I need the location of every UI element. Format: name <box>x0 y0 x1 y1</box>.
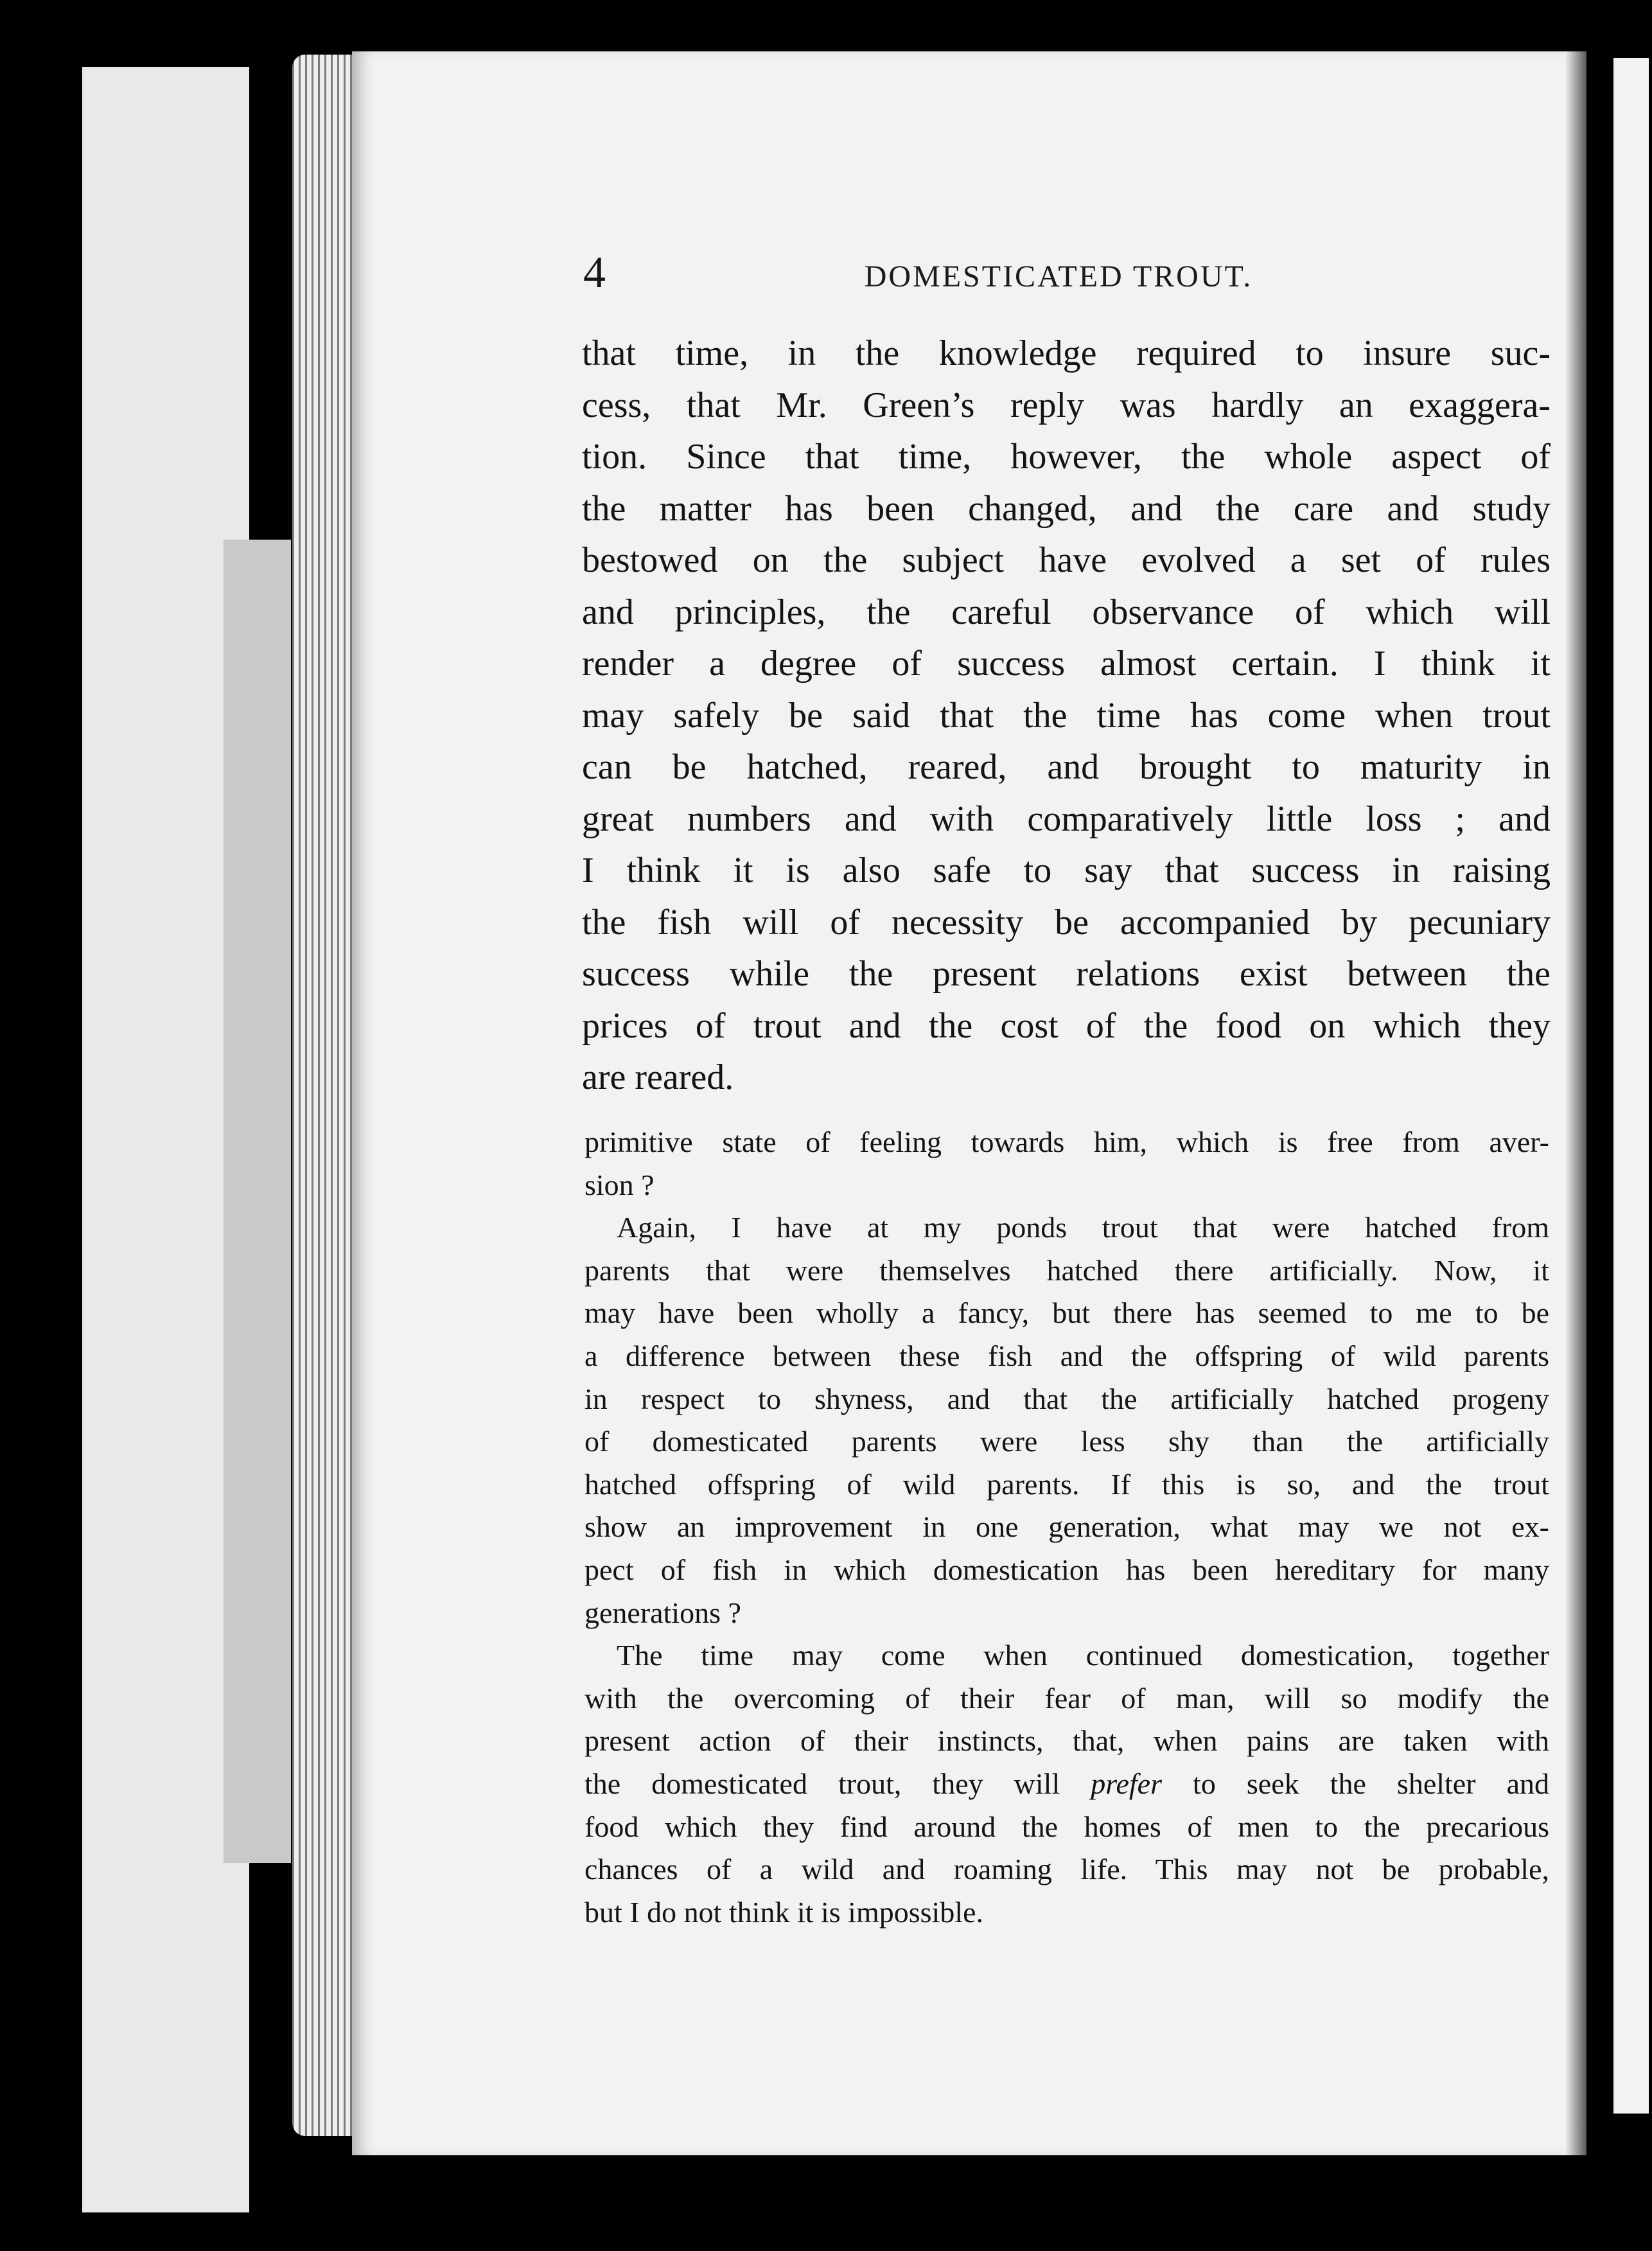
text-line: may have been wholly a fancy, but there has seemed to me to be <box>584 1296 1549 1330</box>
text-line: great numbers and with comparatively little loss ; and <box>582 799 1551 839</box>
text-line: show an improvement in one generation, what may we not ex- <box>584 1510 1549 1544</box>
text-line: pect of fish in which domestication has been hereditary for many <box>584 1553 1549 1586</box>
text-line: tion. Since that time, however, the whole aspect of <box>582 437 1551 477</box>
text-line: primitive state of feeling towards him, which is free from aver- <box>584 1126 1549 1158</box>
text-line: food which they find around the homes of men to the precarious <box>584 1810 1549 1843</box>
text-line: and principles, the careful observance of which will <box>582 592 1551 632</box>
small-paragraph-2 <box>584 1206 1549 1634</box>
text-line: present action of their instincts, that, when pains are taken with <box>584 1724 1549 1758</box>
text-line: I think it is also safe to say that success in raising <box>582 851 1551 890</box>
small-paragraph-1 <box>584 1121 1549 1206</box>
small-paragraph-3 <box>584 1634 1549 1934</box>
text-line: parents that were themselves hatched there artificially. Now, it <box>584 1253 1549 1287</box>
text-line: are reared. <box>582 1057 734 1097</box>
text-line: prices of trout and the cost of the food on which they <box>582 1005 1551 1046</box>
next-page-edge <box>1613 58 1649 2114</box>
gutter-shadow <box>1565 51 1586 2155</box>
text-line: generations ? <box>584 1596 741 1629</box>
large-type-paragraph <box>582 328 1551 1104</box>
text-line: with the overcoming of their fear of man, will so modify the <box>584 1681 1549 1715</box>
text-line: bestowed on the subject have evolved a set of rules <box>582 540 1551 580</box>
text-line: The time may come when continued domestication, together <box>617 1639 1549 1672</box>
text-line: may safely be said that the time has come when trout <box>582 695 1551 736</box>
text-line: sion ? <box>584 1168 655 1201</box>
text-line: a difference between these fish and the offspring of wild parents <box>584 1339 1549 1372</box>
text-line <box>584 1763 1549 1806</box>
text-line: the matter has been changed, and the care and study <box>582 488 1551 529</box>
running-title: DOMESTICATED TROUT. <box>864 260 1253 294</box>
text-line: render a degree of success almost certain. I think it <box>582 644 1551 684</box>
page-number: 4 <box>583 248 606 297</box>
book-spine-strip <box>224 540 291 1863</box>
text-line: hatched offspring of wild parents. If this is so, and the trout <box>584 1467 1549 1501</box>
small-type-text <box>584 1121 1549 1934</box>
text-line: success while the present relations exist between the <box>582 954 1551 994</box>
text-line: of domesticated parents were less shy than the artificially <box>584 1425 1549 1458</box>
text-line: Again, I have at my ponds trout that were hatched from <box>617 1211 1549 1244</box>
running-header <box>583 247 1534 318</box>
text-line: can be hatched, reared, and brought to maturity in <box>582 747 1551 787</box>
emphasized-word: prefer <box>1091 1767 1162 1800</box>
text-fragment: to seek the shelter and <box>1162 1767 1549 1800</box>
text-line: that time, in the knowledge required to insure suc- <box>582 333 1551 373</box>
text-line: in respect to shyness, and that the artificially hatched progeny <box>584 1382 1549 1415</box>
text-line: chances of a wild and roaming life. This may not be probable, <box>584 1853 1549 1886</box>
text-line: the fish will of necessity be accompanied by pecuniary <box>582 902 1551 942</box>
text-line: cess, that Mr. Green’s reply was hardly an exaggera- <box>582 385 1551 425</box>
text-line: but I do not think it is impossible. <box>584 1895 984 1929</box>
text-fragment: the domesticated trout, they will <box>584 1767 1091 1800</box>
book-page <box>352 51 1586 2155</box>
